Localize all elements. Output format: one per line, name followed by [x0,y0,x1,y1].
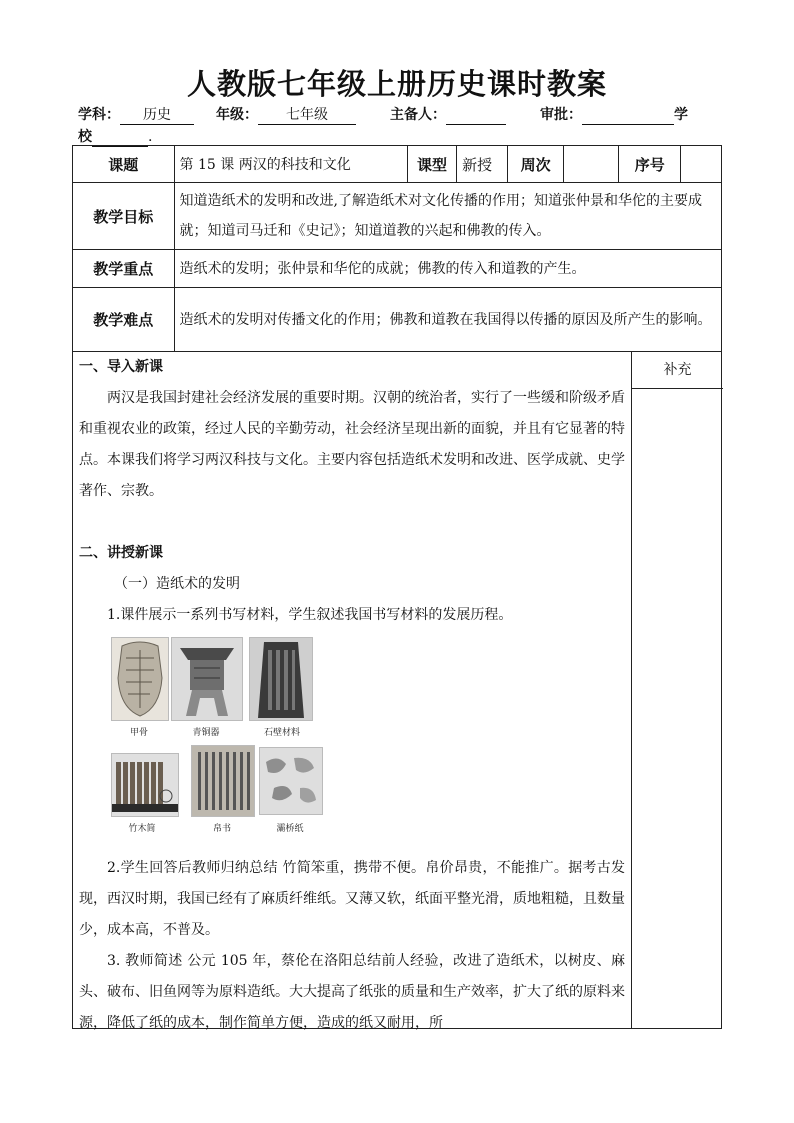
school-label-a: 学 [674,107,688,123]
caption-bamboo: 竹木简 [128,824,156,834]
key-points-text: 造纸术的发明；张仲景和华佗的成就；佛教的传入和道教的产生。 [174,250,721,288]
bamboo-slips-image [111,753,179,817]
section-intro-title: 一、导入新课 [79,359,163,375]
seq-value [681,146,722,183]
oracle-bone-image [111,637,169,721]
goals-label: 教学目标 [73,183,175,250]
caption-bronze: 青铜器 [192,728,220,738]
step-3-paragraph: 3. 教师简述 公元 105 年，蔡伦在洛阳总结前人经验，改进了造纸术，以树皮、麻头、破布、旧鱼网等为原料造纸。大大提高了纸张的质量和生产效率，扩大了纸的原料来源，降低了纸的成本，制作简单方便，造成的纸又耐用，所 [79,953,625,1031]
caption-stone: 石壁材料 [263,728,300,738]
preparer-label: 主备人： [390,107,446,123]
caption-oracle-bone: 甲骨 [129,728,148,738]
step-1-paragraph: 1.课件展示一系列书写材料，学生叙述我国书写材料的发展历程。 [107,607,513,623]
silk-manuscript-image [191,745,255,817]
key-points-label: 教学重点 [73,250,175,288]
preparer-value [446,107,506,125]
difficulties-text: 造纸术的发明对传播文化的作用；佛教和道教在我国得以传播的原因及所产生的影响。 [174,288,721,352]
step-2-paragraph: 2.学生回答后教师归纳总结 竹简笨重，携带不便。帛价昂贵，不能推广。据考古发现，西汉时期，我国已经有了麻质纤维纸。又薄又软，纸面平整光滑，质地粗糙，且数量少，成本高，不普及。 [79,860,625,938]
bronze-vessel-image [171,637,243,721]
grade-value: 七年级 [258,107,356,125]
week-label: 周次 [508,146,563,183]
week-value [563,146,618,183]
difficulties-label: 教学难点 [73,288,175,352]
approval-label: 审批： [540,107,582,123]
subject-value: 历史 [120,107,194,125]
seq-label: 序号 [619,146,681,183]
school-label-b: 校 [78,129,92,145]
column-divider [631,352,632,1028]
lesson-content [79,352,625,1039]
grade-label: 年级： [216,107,258,123]
lesson-body [72,352,722,1029]
approval-value [582,107,674,125]
document-title: 人教版七年级上册历史课时教案 [186,67,607,101]
topic-label: 课题 [73,146,175,183]
type-value: 新授 [457,146,508,183]
caption-silk: 帛书 [212,824,231,834]
type-label: 课型 [407,146,456,183]
stone-stele-image [249,637,313,721]
caption-baqiao: 灞桥纸 [276,824,304,834]
section-teaching-title: 二、讲授新课 [79,545,163,561]
section-intro-paragraph: 两汉是我国封建社会经济发展的重要时期。汉朝的统治者，实行了一些缓和阶级矛盾和重视农业的政策，经过人民的辛勤劳动，社会经济呈现出新的面貌，并且有它显著的特点。本课我们将学习两汉科技与文化。主要内容包括造纸术发明和改进、医学成就、史学著作、宗教。 [79,390,625,499]
subsection-papermaking: （一）造纸术的发明 [114,576,240,592]
lesson-info-table [72,145,722,352]
writing-materials-gallery [79,635,625,853]
topic-value: 第 15 课 两汉的科技和文化 [174,146,407,183]
subject-label: 学科： [78,107,120,123]
baqiao-paper-image [259,747,323,815]
supplement-header: 补充 [632,352,723,389]
school-end: . [148,129,153,145]
header-meta [78,104,723,148]
goals-text: 知道造纸术的发明和改进,了解造纸术对文化传播的作用；知道张仲景和华佗的主要成就；知道司马迁和《史记》；知道道教的兴起和佛教的传入。 [174,183,721,250]
